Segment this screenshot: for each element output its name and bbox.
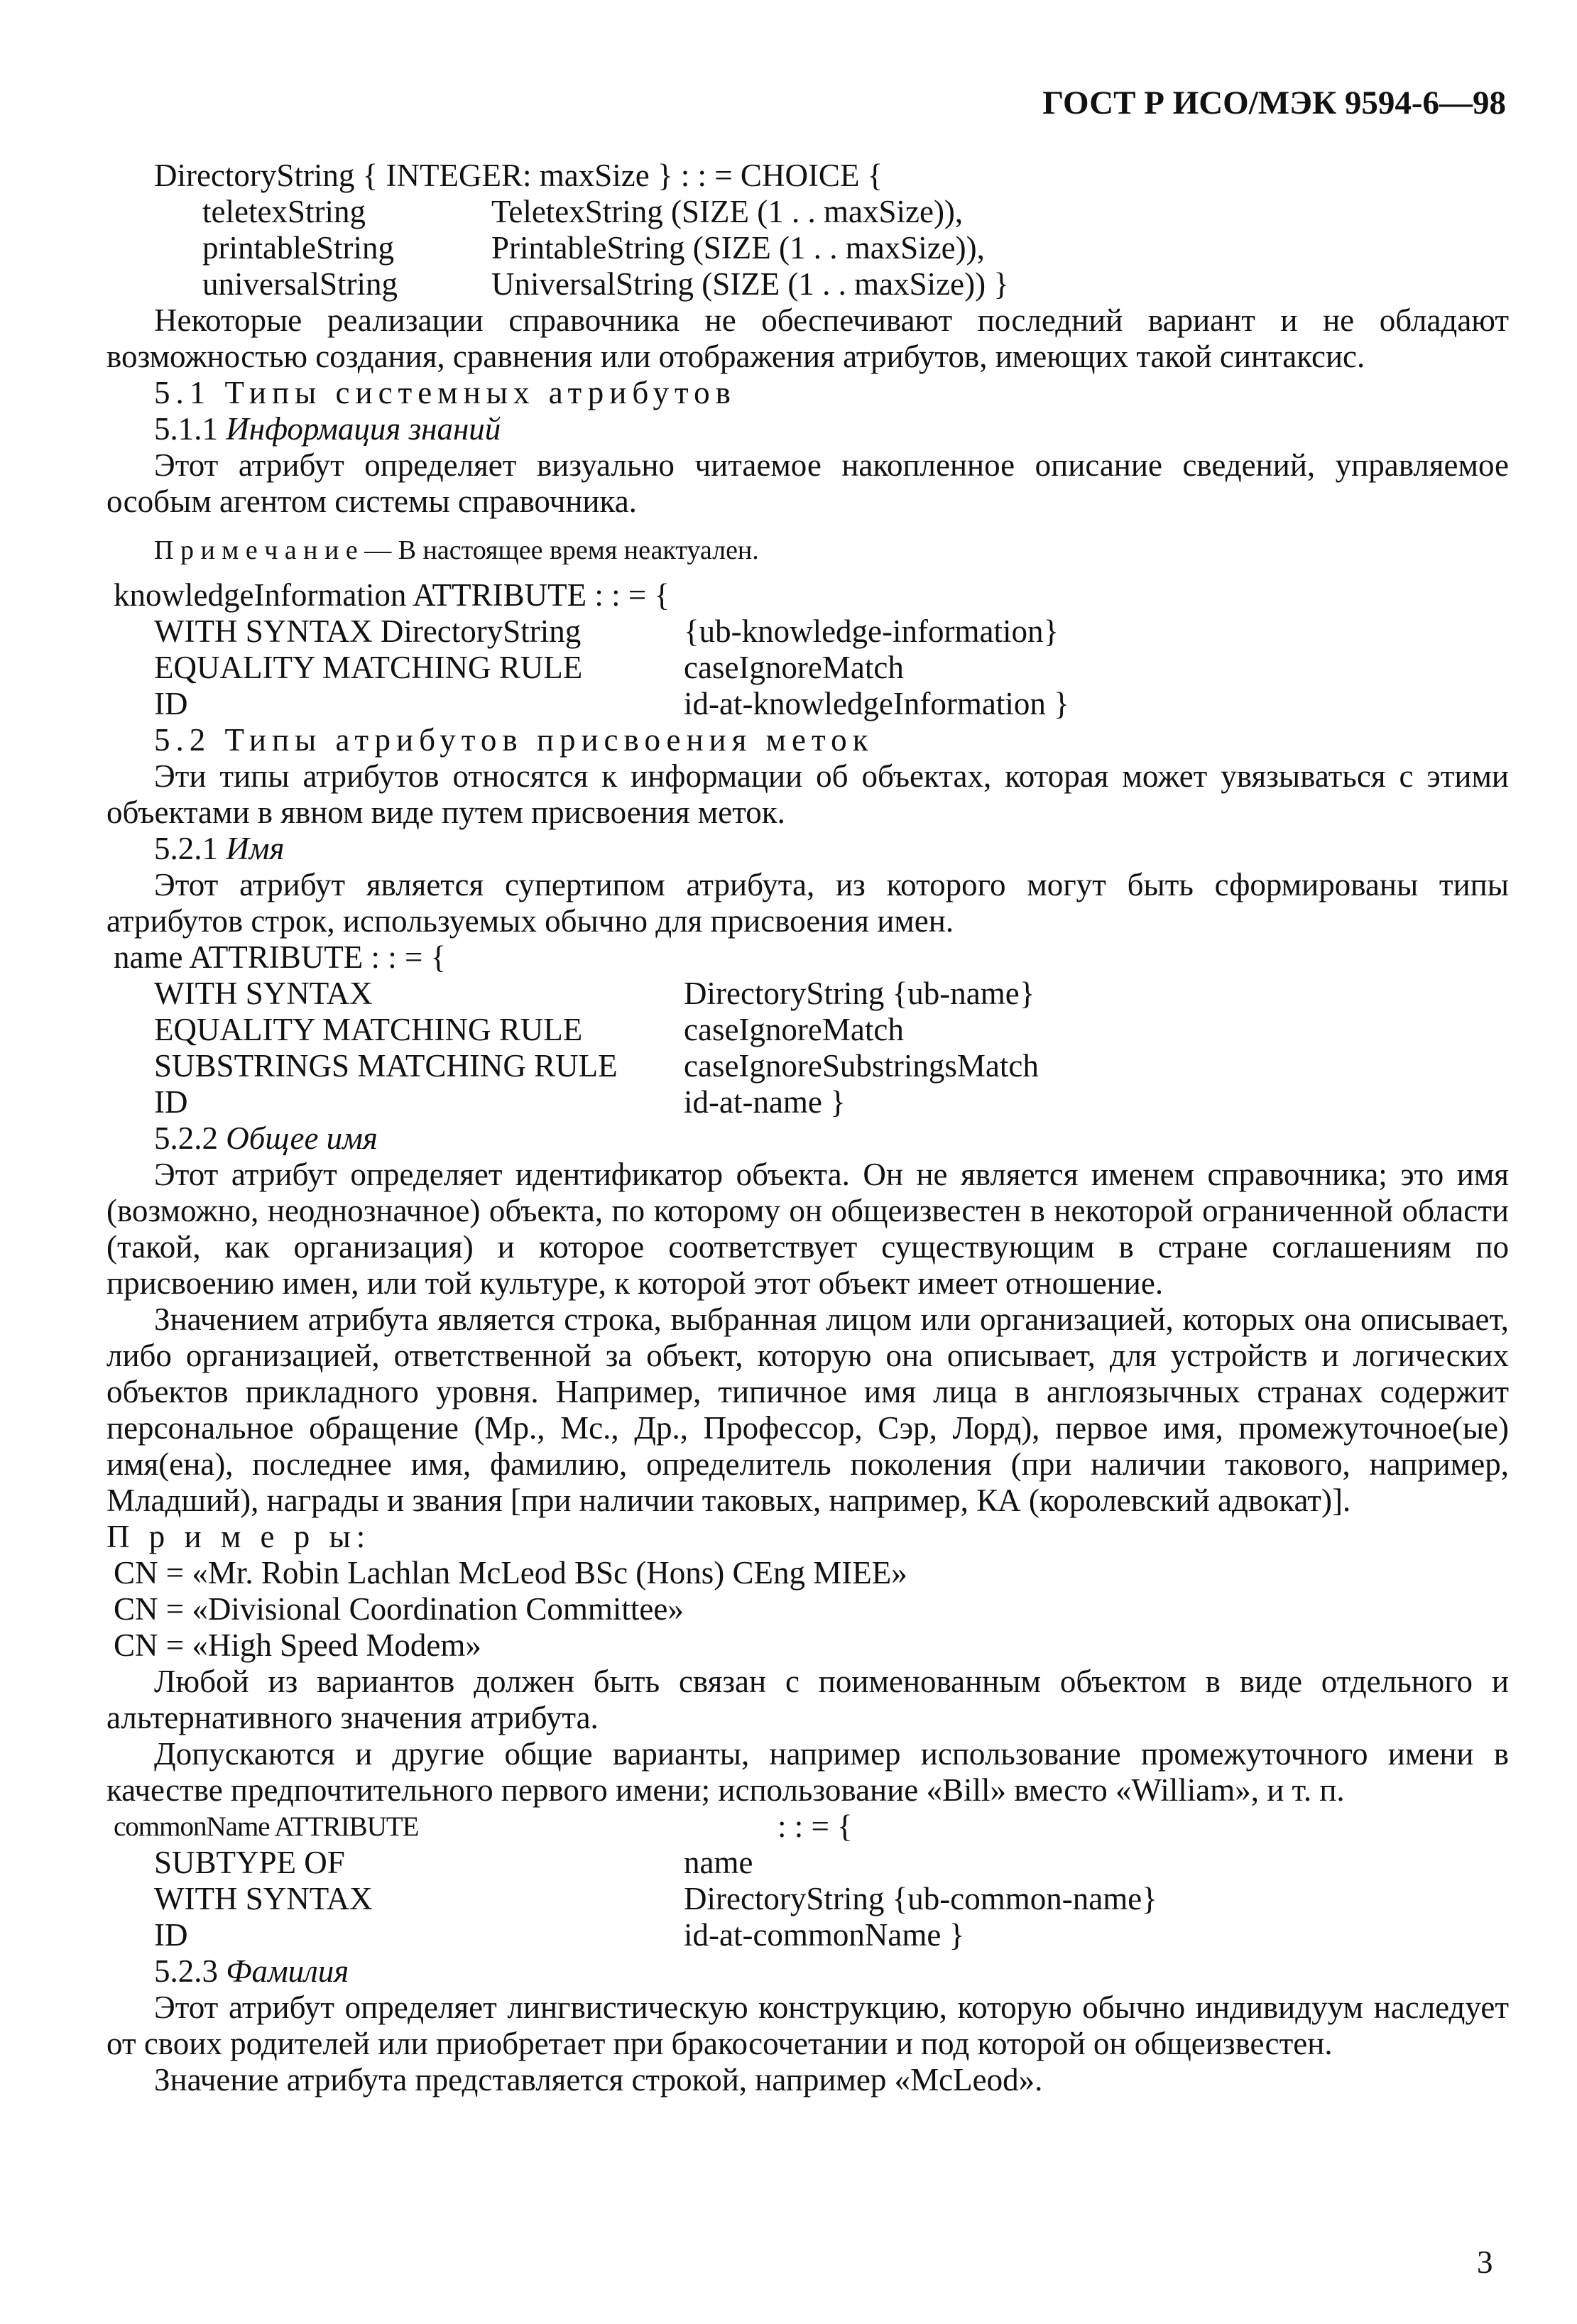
- example-item: CN = «High Speed Modem»: [114, 1627, 481, 1663]
- ds-def-row: universalString UniversalString (SIZE (1 . . maxSize)) }: [202, 266, 1009, 302]
- ki-def-row: WITH SYNTAX DirectoryString {ub-knowledge-information}: [154, 613, 1059, 649]
- paragraph: Любой из вариантов должен быть связан с поименованным объектом в виде отдельного и альтернативного значения атрибута.: [107, 1664, 1509, 1735]
- section-heading-5-1: 5.1 Типы системных атрибутов: [154, 375, 736, 410]
- cn-def-row: SUBTYPE OF name: [154, 1845, 753, 1880]
- section-heading-5-1-1: 5.1.1 Информация знаний: [154, 411, 501, 447]
- paragraph: Значением атрибута является строка, выбранная лицом или организацией, которых она описывает, либо организацией, ответственной за объект, которую она описывает, для устройств и логических объектов прикладного уровня. Например, типичное имя лица в англоязычных странах содержит персональное обращение (Мр., Мс., Др., Профессор, Сэр, Лорд), первое имя, промежуточное(ые) имя(ена), последнее имя, фамилию, определитель поколения (при наличии такового, например, Младший), награды и звания [при наличии таковых, например, КА (королевский адвокат)].: [107, 1302, 1509, 1518]
- examples-label: П р и м е р ы:: [107, 1519, 371, 1554]
- paragraph: Значение атрибута представляется строкой, например «McLeod».: [154, 2062, 1043, 2097]
- paragraph: Этот атрибут определяет идентификатор объекта. Он не является именем справочника; это имя (возможно, неоднозначное) объекта, по которому он общеизвестен в некоторой ограниченной области (такой, как организация) и которое соответствует существующим в стране соглашениям по присвоению имен, или той культуре, к которой этот объект имеет отношение.: [107, 1157, 1509, 1301]
- page-content: [107, 158, 1509, 2098]
- section-heading-5-2-3: 5.2.3 Фамилия: [154, 1953, 349, 1989]
- cn-def-row: ID id-at-commonName }: [154, 1917, 965, 1953]
- ds-def-row: printableString PrintableString (SIZE (1 . . maxSize)),: [202, 230, 985, 266]
- paragraph: Этот атрибут является супертипом атрибута, из которого могут быть сформированы типы атрибутов строк, используемых обычно для присвоения имен.: [107, 867, 1509, 939]
- name-def-line: name ATTRIBUTE : : = {: [114, 939, 447, 975]
- example-item: CN = «Divisional Coordination Committee»: [114, 1591, 684, 1627]
- paragraph: Этот атрибут определяет визуально читаемое накопленное описание сведений, управляемое особым агентом системы справочника.: [107, 447, 1509, 519]
- ki-def-row: ID id-at-knowledgeInformation }: [154, 686, 1069, 721]
- note: П р и м е ч а н и е — В настоящее время неактуален.: [154, 535, 759, 565]
- example-item: CN = «Mr. Robin Lachlan McLeod BSc (Hons) CEng MIEE»: [114, 1555, 907, 1591]
- name-def-row: WITH SYNTAX DirectoryString {ub-name}: [154, 976, 1035, 1011]
- name-def-row: ID id-at-name }: [154, 1084, 846, 1120]
- page-number: 3: [1477, 2244, 1493, 2280]
- paragraph: Некоторые реализации справочника не обеспечивают последний вариант и не обладают возможностью создания, сравнения или отображения атрибутов, имеющих такой синтаксис.: [107, 302, 1509, 374]
- section-heading-5-2: 5.2 Типы атрибутов присвоения меток: [154, 722, 874, 758]
- ki-def-line: knowledgeInformation ATTRIBUTE : : = {: [114, 577, 670, 613]
- standard-header: ГОСТ Р ИСО/МЭК 9594-6—98: [1042, 84, 1506, 121]
- paragraph: Этот атрибут определяет лингвистическую конструкцию, которую обычно индивидуум наследует от своих родителей или приобретает при бракосочетании и под которой он общеизвестен.: [107, 1990, 1509, 2061]
- paragraph: Эти типы атрибутов относятся к информации об объектах, которая может увязываться с этими объектами в явном виде путем присвоения меток.: [107, 758, 1509, 830]
- ki-def-row: EQUALITY MATCHING RULE caseIgnoreMatch: [154, 650, 904, 685]
- name-def-row: EQUALITY MATCHING RULE caseIgnoreMatch: [154, 1012, 904, 1047]
- cn-def-row: WITH SYNTAX DirectoryString {ub-common-name}: [154, 1881, 1157, 1916]
- section-heading-5-2-2: 5.2.2 Общее имя: [154, 1120, 378, 1156]
- ds-def-line: DirectoryString { INTEGER: maxSize } : : = CHOICE {: [154, 158, 883, 193]
- section-heading-5-2-1: 5.2.1 Имя: [154, 831, 285, 866]
- cn-def-line: commonName ATTRIBUTE : : = {: [114, 1809, 853, 1844]
- name-def-row: SUBSTRINGS MATCHING RULE caseIgnoreSubstringsMatch: [154, 1048, 1039, 1084]
- ds-def-row: teletexString TeletexString (SIZE (1 . . maxSize)),: [202, 194, 964, 229]
- paragraph: Допускаются и другие общие варианты, например использование промежуточного имени в качестве предпочтительного первого имени; использование «Bill» вместо «William», и т. п.: [107, 1736, 1509, 1808]
